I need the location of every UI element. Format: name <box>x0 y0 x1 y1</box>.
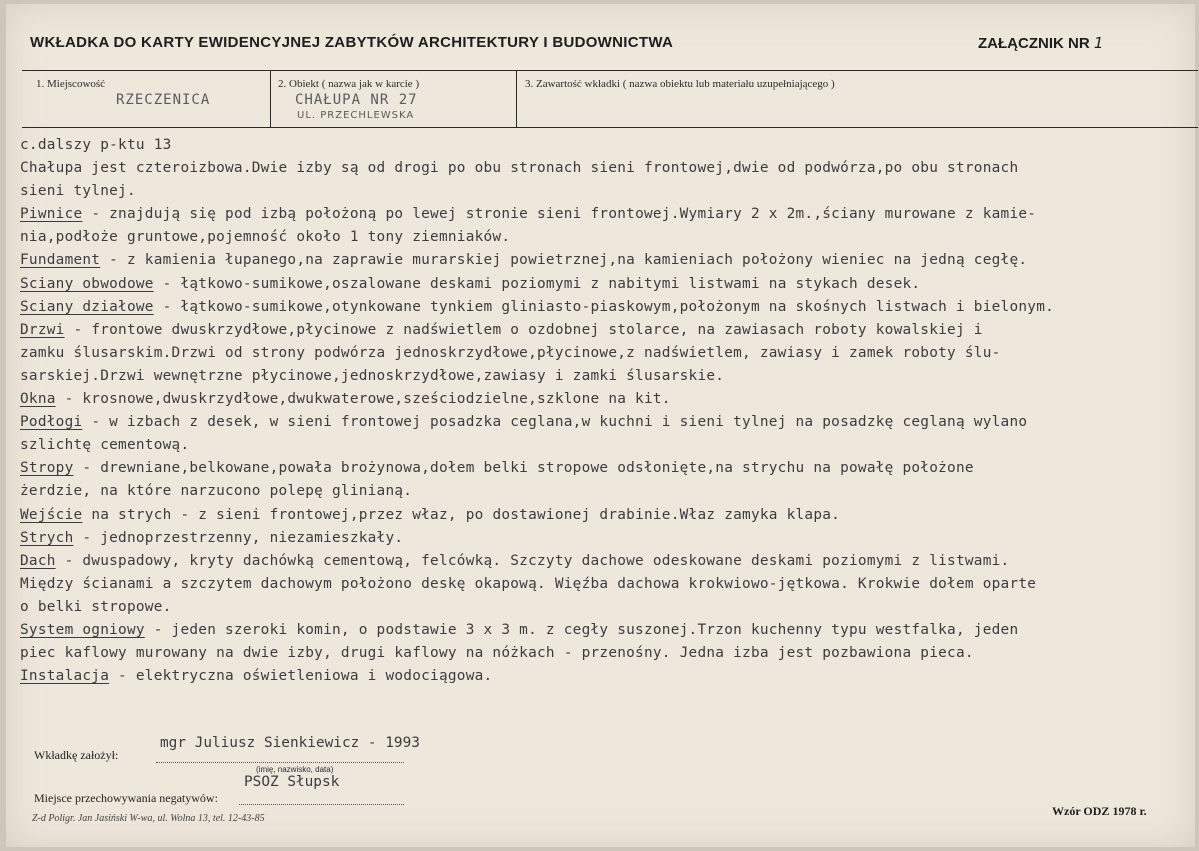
section-heading: Okna <box>20 391 56 408</box>
section-heading: Wejście <box>20 506 83 523</box>
section-heading: Strych <box>20 529 74 546</box>
record-card <box>6 4 1195 847</box>
form-title: WKŁADKA DO KARTY EWIDENCYJNEJ ZABYTKÓW ARCHITEKTURY I BUDOWNICTWA <box>30 34 674 51</box>
text-line <box>20 273 1192 296</box>
text-line <box>20 134 1192 157</box>
text-line <box>20 319 1192 342</box>
text-line <box>20 411 1192 434</box>
text-line <box>20 180 1192 203</box>
line-text: żerdzie, na które narzucono polepę glinianą. <box>20 483 413 500</box>
header-bottom-rule <box>22 127 1198 128</box>
text-line <box>20 457 1192 480</box>
storage-label: Miejsce przechowywania negatywów: <box>34 791 218 805</box>
line-text: piec kaflowy murowany na dwie izby, drugi kaflowy na nóżkach - przenośny. Jedna izba jest pozbawiona pieca. <box>20 645 974 662</box>
line-text: o belki stropowe. <box>20 598 172 615</box>
text-line <box>20 642 1192 665</box>
attachment-value: 1 <box>1093 34 1104 52</box>
field-1-label: 1. Miejscowość <box>36 78 106 90</box>
field-2-label: 2. Obiekt ( nazwa jak w karcie ) <box>278 78 420 90</box>
text-line <box>20 342 1192 365</box>
author-dotted-line <box>156 762 404 763</box>
line-text: nia,podłoże gruntowe,pojemność około 1 tony ziemniaków. <box>20 229 511 246</box>
line-text: c.dalszy p-ktu 13 <box>20 137 172 153</box>
text-line <box>20 504 1192 527</box>
line-text: sieni tylnej. <box>20 183 136 200</box>
line-text: - drewniane,belkowane,powała brożynowa,dołem belki stropowe odsłonięte,na strychu na powałę położone <box>73 460 974 477</box>
text-line <box>20 527 1192 550</box>
text-line <box>20 157 1192 180</box>
section-heading: Stropy <box>20 460 74 477</box>
typed-description <box>20 134 1192 688</box>
line-text: - łątkowo-sumikowe,otynkowane tynkiem gliniasto-piaskowym,położonym na skośnych listwach i bielonym. <box>153 298 1055 315</box>
text-line <box>20 619 1192 642</box>
text-line <box>20 203 1192 226</box>
printer-imprint: Z-d Poligr. Jan Jasiński W-wa, ul. Wolna 13, tel. 12-43-85 <box>32 813 265 824</box>
section-heading: System ogniowy <box>20 621 145 638</box>
text-line <box>20 480 1192 503</box>
field-divider-1 <box>270 70 271 128</box>
line-text: Chałupa jest czteroizbowa.Dwie izby są od drogi po obu stronach sieni frontowej,dwie od podwórza,po obu stronach <box>20 160 1019 177</box>
text-line <box>20 249 1192 272</box>
field-3-label: 3. Zawartość wkładki ( nazwa obiektu lub materiału uzupełniającego ) <box>525 78 835 90</box>
storage-dotted-line <box>239 804 404 805</box>
line-text: szlichtę cementową. <box>20 437 190 454</box>
text-line <box>20 434 1192 457</box>
section-heading: Drzwi <box>20 321 65 338</box>
line-text: zamku ślusarskim.Drzwi od strony podwórza jednoskrzydłowe,płycinowe,z nadświetlem, zawiasy i zamek roboty ślu- <box>20 344 1001 361</box>
text-line <box>20 596 1192 619</box>
line-text: - dwuspadowy, kryty dachówką cementową, felcówką. Szczyty dachowe odeskowane deskami poziomymi z listwami. <box>55 552 1010 569</box>
line-text: - z kamienia łupanego,na zaprawie murarskiej powietrznej,na kamieniach położony wieniec na jedną cegłę. <box>100 252 1028 269</box>
field-1-value: RZECZENICA <box>116 92 211 108</box>
line-text: Między ścianami a szczytem dachowym położono deskę okapową. Więźba dachowa krokwiowo-jętkowa. Krokwie dołem oparte <box>20 575 1037 592</box>
text-line <box>20 365 1192 388</box>
text-line <box>20 550 1192 573</box>
author-hint: (imię, nazwisko, data) <box>256 765 334 774</box>
text-line <box>20 573 1192 596</box>
line-text: - frontowe dwuskrzydłowe,płycinowe z nadświetlem o ozdobnej stolarce, na zawiasach roboty kowalskiej i <box>64 321 983 338</box>
section-heading: Fundament <box>20 252 101 269</box>
line-text: - elektryczna oświetleniowa i wodociągowa. <box>109 668 493 685</box>
section-heading: Instalacja <box>20 668 110 685</box>
section-heading: Sciany obwodowe <box>20 275 154 292</box>
storage-value: PSOZ Słupsk <box>244 774 340 790</box>
line-text: - łątkowo-sumikowe,oszalowane deskami poziomymi z nabitymi listwami na stykach desek. <box>153 275 921 292</box>
field-2-value: CHAŁUPA NR 27 <box>295 92 418 108</box>
section-heading: Sciany działowe <box>20 298 154 315</box>
line-text: - jeden szeroki komin, o podstawie 3 x 3 m. z cegły suszonej.Trzon kuchenny typu westfalka, jeden <box>144 621 1019 638</box>
attachment-prefix: ZAŁĄCZNIK NR <box>978 35 1094 52</box>
text-line <box>20 665 1192 688</box>
text-line <box>20 296 1192 319</box>
section-heading: Piwnice <box>20 206 83 223</box>
line-text: - jednoprzestrzenny, niezamieszkały. <box>73 529 404 546</box>
field-divider-2 <box>516 70 517 128</box>
text-line <box>20 388 1192 411</box>
line-text: - znajdują się pod izbą położoną po lewej stronie sieni frontowej.Wymiary 2 x 2m.,ściany murowane z kamie- <box>82 206 1037 223</box>
author-label: Wkładkę założył: <box>34 748 119 762</box>
text-line <box>20 226 1192 249</box>
line-text: - krosnowe,dwuskrzydłowe,dwukwaterowe,sześciodzielne,szklone na kit. <box>55 391 671 408</box>
header-top-rule <box>22 70 1198 71</box>
section-heading: Podłogi <box>20 414 83 431</box>
section-heading: Dach <box>20 552 56 569</box>
line-text: - w izbach z desek, w sieni frontowej posadzka ceglana,w kuchni i sieni tylnej na posadzkę ceglaną wylano <box>82 414 1028 431</box>
line-text: sarskiej.Drzwi wewnętrzne płycinowe,jednoskrzydłowe,zawiasy i zamki ślusarskie. <box>20 367 725 384</box>
attachment-number <box>978 34 1103 52</box>
line-text: na strych - z sieni frontowej,przez właz, po dostawionej drabinie.Właz zamyka klapa. <box>82 506 841 523</box>
author-value: mgr Juliusz Sienkiewicz - 1993 <box>160 735 420 751</box>
form-reference: Wzór ODZ 1978 r. <box>1052 804 1147 818</box>
field-2-handwritten-note: UL. PRZECHLEWSKA <box>297 110 415 121</box>
